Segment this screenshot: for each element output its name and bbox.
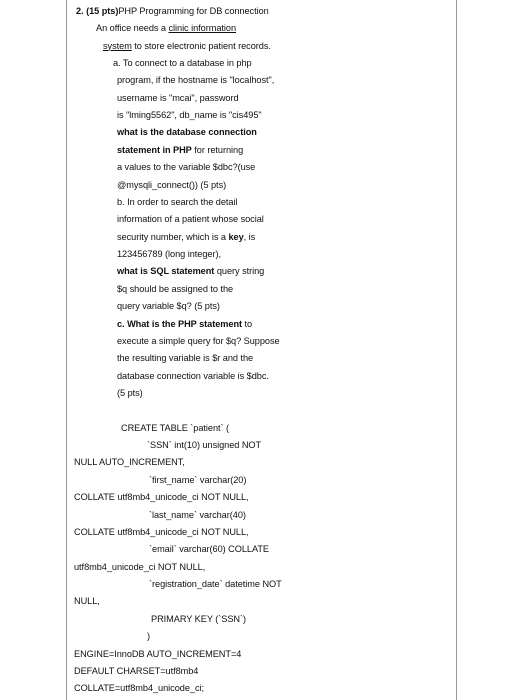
part-b-bold-key: key [228, 231, 244, 242]
part-b-bold-phrase: what is SQL statement [117, 266, 215, 277]
part-c-line-5: (5 pts) [117, 388, 143, 398]
sql-line-10: `registration_date` datetime NOT [149, 579, 282, 589]
part-b-line-6: $q should be assigned to the [117, 283, 234, 294]
part-a-line-6 [117, 144, 243, 156]
sql-line-13: ) [147, 631, 151, 642]
part-a-text: for returning [191, 144, 244, 155]
sql-line-1: CREATE TABLE `patient` ( [121, 422, 230, 433]
part-b-text: , is [243, 231, 256, 242]
question-title: PHP Programming for DB connection [118, 5, 269, 16]
part-b-line-4: 123456789 (long integer), [117, 249, 221, 259]
sql-line-7: COLLATE utf8mb4_unicode_ci NOT NULL, [74, 526, 249, 537]
question-points: (15 pts) [86, 5, 119, 16]
sql-line-3: NULL AUTO_INCREMENT, [74, 457, 185, 468]
sql-line-12: PRIMARY KEY (`SSN`) [151, 613, 247, 624]
document-page [66, 0, 457, 700]
part-c-line-2: execute a simple query for $q? Suppose [117, 335, 280, 346]
part-c-line-1 [117, 318, 252, 330]
part-b-line-5 [117, 265, 264, 277]
intro-text: An office needs a [96, 23, 169, 34]
part-a-line-7: a values to the variable $dbc?(use [117, 162, 256, 173]
part-b-line-3 [117, 231, 255, 243]
part-a-line-5: what is the database connection [117, 127, 257, 138]
part-b-text: query string [214, 266, 265, 277]
part-a-bold-phrase: statement in PHP [117, 144, 192, 155]
part-b-line-2: information of a patient whose social [117, 214, 264, 225]
sql-line-5: COLLATE utf8mb4_unicode_ci NOT NULL, [74, 492, 249, 503]
part-c-text: to [242, 318, 253, 329]
intro-underlined-word: system [103, 40, 132, 51]
part-b-text: security number, which is a [117, 231, 229, 242]
intro-underlined-phrase: clinic information [168, 23, 237, 34]
part-a-line-2: program, if the hostname is "localhost", [117, 75, 275, 86]
part-c-line-4: database connection variable is $dbc. [117, 370, 269, 381]
intro-text: to store electronic patient records. [131, 40, 271, 51]
sql-line-14: ENGINE=InnoDB AUTO_INCREMENT=4 [74, 648, 242, 659]
sql-line-4: `first_name` varchar(20) [149, 474, 247, 485]
question-header [76, 5, 269, 17]
sql-line-2: `SSN` int(10) unsigned NOT [147, 440, 262, 451]
part-a-line-1: a. To connect to a database in php [113, 57, 252, 68]
intro-line-2 [103, 40, 271, 52]
sql-line-11: NULL, [74, 596, 100, 607]
intro-line-1 [96, 22, 236, 34]
sql-line-15: DEFAULT CHARSET=utf8mb4 [74, 665, 199, 676]
part-b-line-7: query variable $q? (5 pts) [117, 301, 220, 312]
part-a-line-3: username is "mcai", password [117, 92, 239, 103]
part-b-line-1: b. In order to search the detail [117, 196, 238, 207]
part-a-line-4: is "lming5562", db_name is "cis495" [117, 110, 262, 120]
sql-line-9: utf8mb4_unicode_ci NOT NULL, [74, 561, 206, 572]
sql-line-16: COLLATE=utf8mb4_unicode_ci; [74, 683, 204, 694]
question-number: 2. [76, 5, 84, 16]
part-c-line-3: the resulting variable is $r and the [117, 353, 254, 364]
sql-line-8: `email` varchar(60) COLLATE [149, 544, 269, 555]
part-a-line-8: @mysqli_connect()) (5 pts) [117, 179, 227, 190]
sql-line-6: `last_name` varchar(40) [149, 509, 246, 520]
part-c-bold-phrase: c. What is the PHP statement [117, 318, 243, 329]
